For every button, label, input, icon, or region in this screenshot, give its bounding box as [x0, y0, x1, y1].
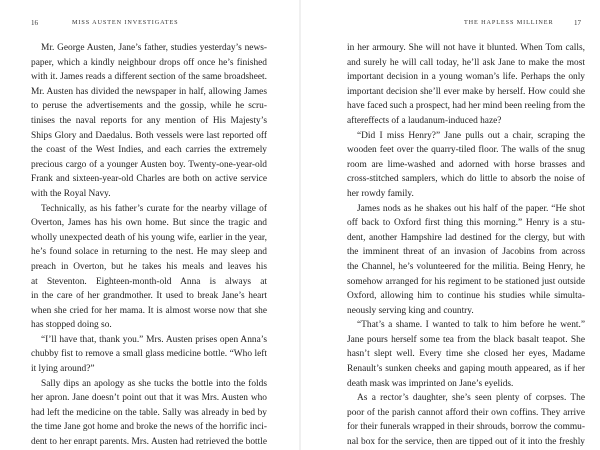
text-line: “I’ll have that, thank you.” Mrs. Austen prises open Anna’s	[41, 334, 267, 345]
text-line: to peruse the advertisements and the gossip, while he scru-	[31, 101, 267, 112]
text-line: precious cargo of a younger Austen boy. Twenty-one-year-old	[31, 159, 267, 170]
text-line: dent, another Hampshire lad destined for the clergy, but with	[347, 232, 585, 243]
text-line: Technically, as his father’s curate for the nearby village of	[41, 203, 267, 214]
text-line: “Did I miss Henry?” Jane pulls out a chair, scraping the	[357, 130, 585, 141]
text-line: the coast of the West Indies, and each carries the extremely	[31, 145, 267, 156]
text-line: the imminent threat of an invasion of Jacobins from across	[347, 247, 585, 258]
text-line: neously serving king and country.	[347, 305, 474, 316]
left-page-header	[0, 19, 300, 29]
right-page-number: 17	[574, 19, 581, 27]
text-line: Renault’s sunken cheeks and gaping mouth appeared, as if her	[347, 364, 585, 375]
text-line: the time Jane got home and broke the news of the horrific inci-	[31, 422, 267, 433]
right-running-head: THE HAPLESS MILLINER	[464, 19, 554, 26]
text-line: Ships Glory and Daedalus. Both vessels were last reported off	[31, 130, 267, 141]
text-line: important decision in a young woman’s life. Perhaps the only	[347, 72, 585, 83]
text-line: her rowdy family.	[347, 188, 414, 199]
text-line: for their funerals wrapped in their shrouds, borrow the commu-	[347, 422, 585, 433]
text-line: Overton, James has his own home. But since the tragic and	[31, 218, 267, 229]
text-line: nal box for the service, then are tipped out of it into the freshly	[347, 437, 585, 448]
text-line: room are lime-washed and adorned with horse brasses and	[347, 159, 585, 170]
right-page-header	[300, 19, 600, 29]
left-page-number: 16	[31, 19, 38, 27]
left-running-head: MISS AUSTEN INVESTIGATES	[72, 19, 179, 26]
text-line: in the care of her grandmother. It used to break Jane’s heart	[31, 291, 267, 302]
text-line: tinises the naval reports for any mention of His Majesty’s	[31, 115, 267, 126]
text-line: poor of the parish cannot afford their own coffins. They arrive	[347, 407, 585, 418]
right-page-body	[347, 41, 585, 450]
text-line: aftereffects of a laudanum-induced haze?	[347, 115, 502, 126]
text-line: Mr. Austen has divided the newspaper in half, allowing James	[31, 86, 267, 97]
text-line: Oxford, allowing him to continue his studies while simulta-	[347, 291, 585, 302]
right-page	[300, 0, 600, 450]
text-line: preach in Overton, but he takes his meals and leaves his	[31, 261, 267, 272]
text-line: have faced such a prospect, had her mind been reeling from the	[347, 101, 585, 112]
text-line: death mask was imprinted on Jane’s eyelids.	[347, 378, 514, 389]
text-line: chubby fist to remove a small glass medicine bottle. “Who left	[31, 349, 267, 360]
text-line: the Channel, he’s volunteered for the militia. Being Henry, he	[347, 261, 585, 272]
text-line: hasn’t slept well. Every time she closed her eyes, Madame	[347, 349, 585, 360]
text-line: her apron. Jane doesn’t point out that it was Mrs. Austen who	[31, 393, 267, 404]
text-line: with it. James reads a different section of the same broadsheet.	[31, 72, 267, 83]
text-line: As a rector’s daughter, she’s seen plenty of corpses. The	[357, 393, 585, 404]
text-line: Sally dips an apology as she tucks the bottle into the folds	[41, 378, 267, 389]
text-line: it lying around?”	[31, 364, 95, 375]
text-line: Frank and sixteen-year-old Charles are both on active service	[31, 174, 267, 185]
text-line: Mr. George Austen, Jane’s father, studies yesterday’s news-	[41, 43, 267, 53]
text-line: at Steventon. Eighteen-month-old Anna is always at	[31, 276, 267, 287]
text-line: in her armoury. She will not have it blunted. When Tom calls,	[347, 43, 585, 53]
text-line: paper, which a kindly neighbour drops off once he’s finished	[31, 57, 267, 68]
text-line: cross-stitched samplers, which do little to absorb the noise of	[347, 174, 585, 185]
text-line: off back to Oxford first thing this morning.” Henry is a stu-	[347, 218, 585, 229]
text-line: wooden feet over the quarry-tiled floor. The walls of the snug	[347, 145, 585, 156]
text-line: James nods as he shakes out his half of the paper. “He shot	[357, 203, 585, 214]
text-line: somehow arranged for his regiment to be stationed just outside	[347, 276, 585, 287]
text-line: wholly unexpected death of his young wife, earlier in the year,	[31, 232, 267, 243]
text-line: “That’s a shame. I wanted to talk to him before he went.”	[357, 320, 585, 331]
text-line: with the Royal Navy.	[31, 188, 111, 199]
text-line: dent to her enrapt parents. Mrs. Austen had retrieved the bottle	[31, 437, 267, 448]
text-line: had left the medicine on the table. Sally was already in bed by	[31, 407, 267, 418]
text-line: and surely he will call today, he’ll ask Jane to make the most	[347, 57, 585, 68]
text-line: important decision she’ll ever make by herself. How could she	[347, 86, 585, 97]
text-line: Jane pours herself some tea from the black basalt teapot. She	[347, 334, 585, 345]
text-line: has stopped doing so.	[31, 320, 112, 331]
text-line: he’s found solace in returning to the nest. He may sleep and	[31, 247, 267, 258]
text-line: when she cried for her mama. It is almost worse now that she	[31, 305, 267, 316]
left-page-body	[31, 41, 267, 450]
